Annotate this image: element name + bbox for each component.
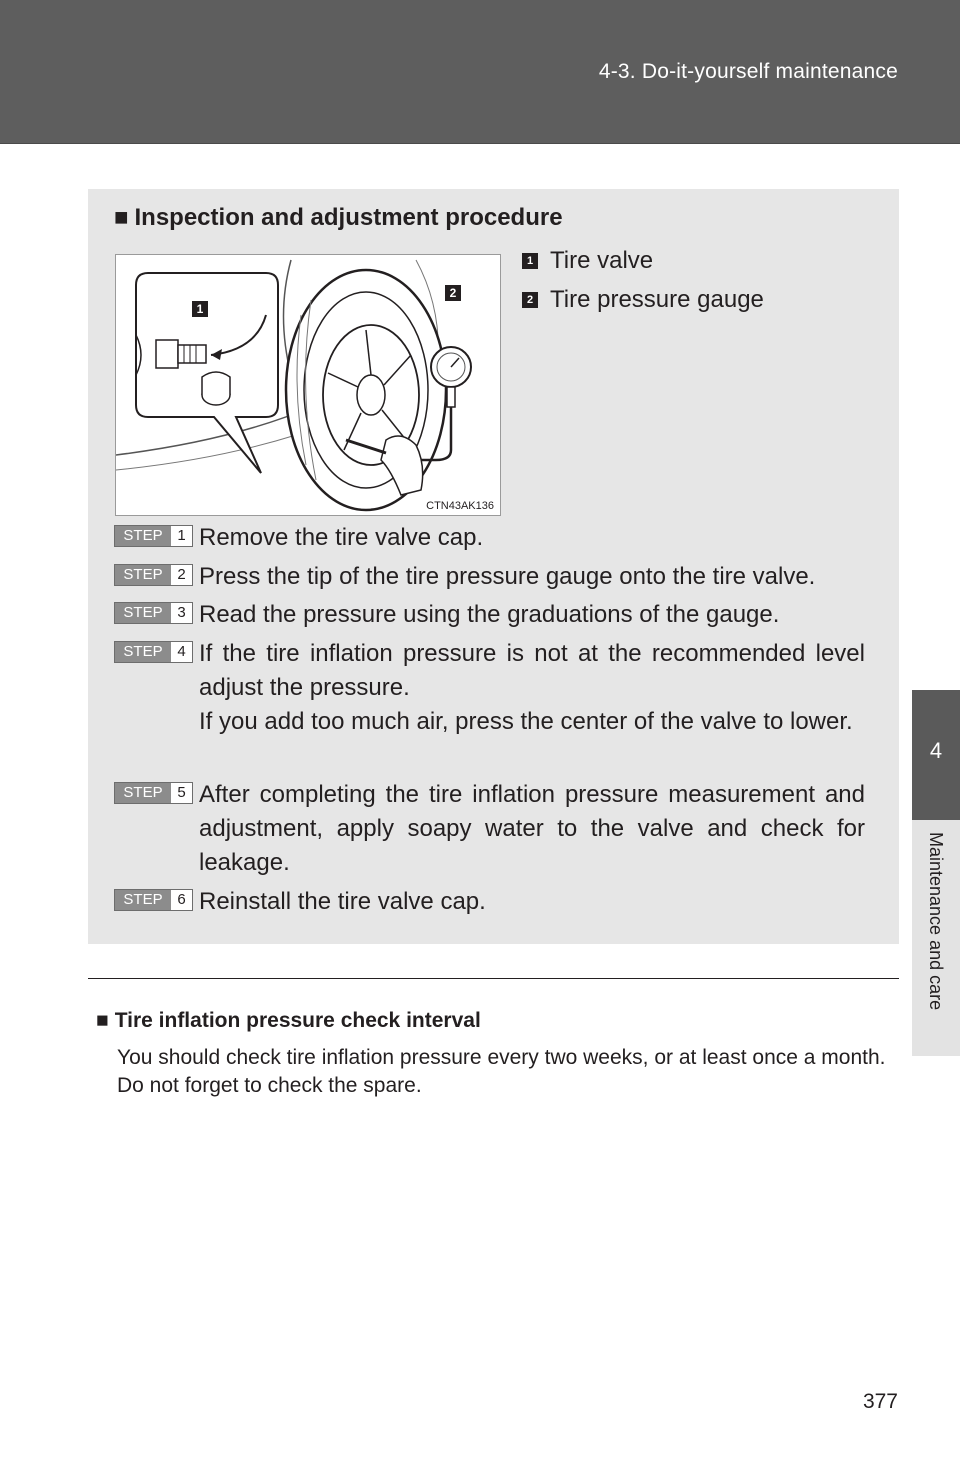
square-bullet-icon: ■ — [96, 1009, 109, 1032]
step-text: Press the tip of the tire pressure gauge onto the tire valve. — [199, 563, 816, 590]
step-badge-label: STEP — [115, 642, 171, 662]
step-6 — [114, 885, 866, 919]
step-text: Remove the tire valve cap. — [199, 524, 484, 551]
step-badge — [114, 889, 193, 911]
note-paragraph: You should check tire inflation pressure every two weeks, or at least once a month. — [117, 1046, 886, 1069]
figure-code: CTN43AK136 — [426, 500, 494, 512]
callout-label: Tire valve — [550, 247, 654, 274]
step-badge-number: 5 — [177, 784, 186, 801]
note-paragraph: Do not forget to check the spare. — [117, 1074, 422, 1097]
step-badge — [114, 602, 193, 624]
step-2 — [114, 560, 866, 594]
step-badge-number: 2 — [177, 566, 186, 583]
square-bullet-icon: ■ — [114, 204, 129, 231]
step-text: Read the pressure using the graduations of the gauge. — [199, 601, 780, 628]
step-1 — [114, 521, 866, 555]
callout-pressure-gauge — [522, 286, 764, 314]
callout-number-badge: 1 — [522, 253, 538, 269]
procedure-title-text: Inspection and adjustment procedure — [134, 204, 563, 231]
page-header — [0, 0, 960, 144]
step-badge — [114, 525, 193, 547]
section-divider — [88, 978, 899, 979]
tire-drawing — [116, 255, 500, 515]
step-badge — [114, 641, 193, 663]
step-badge-label: STEP — [115, 890, 171, 910]
step-badge — [114, 782, 193, 804]
step-badge — [114, 564, 193, 586]
step-text: If the tire inflation pressure is not at the recommended level adjust the pressure. — [199, 640, 865, 701]
page-number: 377 — [862, 1390, 898, 1413]
tire-illustration — [115, 254, 501, 516]
chapter-title: Maintenance and care — [926, 832, 946, 1011]
step-text: After completing the tire inflation pressure measurement and adjustment, apply soapy water to the valve and check for leakage. — [199, 781, 865, 876]
procedure-title — [114, 204, 563, 232]
chapter-tab — [912, 690, 960, 820]
svg-text:1: 1 — [196, 302, 204, 316]
step-badge-number: 3 — [177, 604, 186, 621]
chapter-number: 4 — [929, 738, 943, 763]
note-title — [96, 1009, 481, 1033]
note-body — [117, 1044, 890, 1100]
step-badge-label: STEP — [115, 603, 171, 623]
step-badge-number: 1 — [177, 527, 186, 544]
step-text-detail: If you add too much air, press the center of the valve to lower. — [199, 708, 853, 735]
step-text: Reinstall the tire valve cap. — [199, 888, 486, 915]
step-4 — [114, 637, 866, 773]
step-badge-number: 4 — [177, 643, 186, 660]
callout-number-badge: 2 — [522, 292, 538, 308]
step-5 — [114, 778, 866, 880]
callout-tire-valve — [522, 247, 653, 275]
step-badge-label: STEP — [115, 565, 171, 585]
step-badge-label: STEP — [115, 526, 171, 546]
note-title-text: Tire inflation pressure check interval — [114, 1009, 481, 1032]
step-badge-label: STEP — [115, 783, 171, 803]
step-3 — [114, 598, 866, 632]
svg-text:2: 2 — [449, 286, 457, 300]
step-badge-number: 6 — [177, 891, 186, 908]
section-title: 4-3. Do-it-yourself maintenance — [598, 60, 898, 83]
callout-label: Tire pressure gauge — [550, 286, 764, 313]
